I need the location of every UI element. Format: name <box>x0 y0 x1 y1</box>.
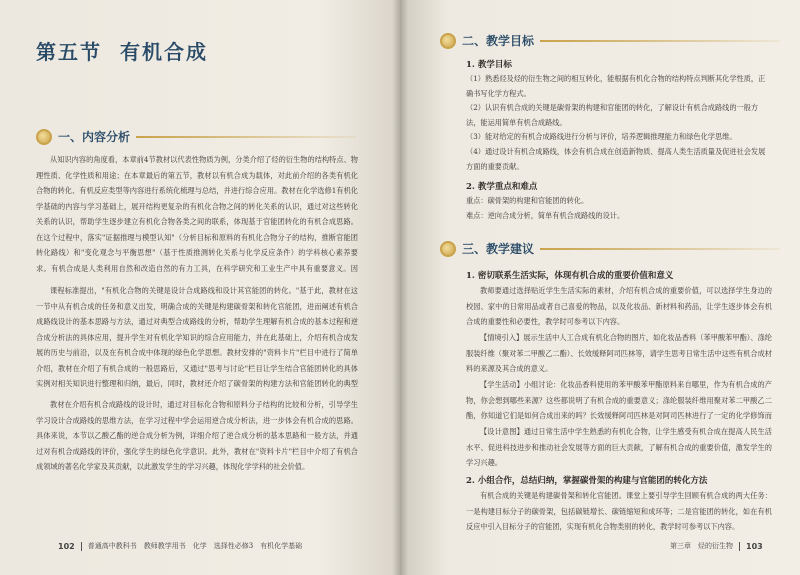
advice2-paragraph: 有机合成的关键是构建碳骨架和转化官能团。课堂上要引导学生回顾有机合成的两大任务：一是构建目标分子的碳骨架，包括碳链增长、碳链缩短和成环等；二是官能团的转化，如在有机反应中引入目标分子的官能团，实现有机化合物类别的转化，教学时可参考以下内容。 <box>466 491 772 531</box>
chapter-number: 第五节 <box>36 40 102 64</box>
right-page <box>400 0 800 575</box>
section-bullet-icon <box>36 129 52 145</box>
right-footer <box>670 541 763 551</box>
advice1-paragraph: 【情境引入】展示生活中人工合成有机化合物的图片，如化妆品香料（苯甲酸苯甲酯）、涤纶服装纤维（聚对苯二甲酸乙二酯）、长效缓释阿司匹林等，请学生思考日常生活中这些有机合成材料的来源及其合成的意义。 <box>466 333 772 373</box>
book-gutter <box>392 0 408 575</box>
footer-book-title: 普通高中教科书 教师教学用书 化学 选择性必修3 有机化学基础 <box>87 542 303 550</box>
advice1-paragraph: 【设计意图】通过日常生活中学生熟悉的有机化合物，让学生感受有机合成在提高人民生活水平、促进科技进步和推动社会发展等方面的巨大贡献，了解有机合成的重要价值，激发学生的学习兴趣。 <box>466 427 772 467</box>
goal-item: （4）通过设计有机合成路线，体会有机合成在创造新物质、提高人类生活质量及促进社会发展方面的重要贡献。 <box>466 147 766 171</box>
advice1-paragraph: 教师要通过选择贴近学生生活实际的素材，介绍有机合成的重要价值，可以选择学生身边的校园、家中的日常用品或者自己喜爱的物品，以及化妆品、新材料和药品，让学生逐步体会有机合成的重要性和必要性，教学时可参考以下内容。 <box>466 286 772 326</box>
keypoint-item: 重点：碳骨架的构建和官能团的转化。 <box>466 196 589 205</box>
chapter-name: 有机合成 <box>120 40 208 64</box>
section-rule <box>540 248 780 250</box>
section-bullet-icon <box>440 33 456 49</box>
section-title: 一、内容分析 <box>58 130 131 144</box>
section-title: 三、教学建议 <box>462 242 535 256</box>
left-footer <box>58 541 302 551</box>
chapter-title <box>36 36 208 65</box>
footer-chapter: 第三章 烃的衍生物 <box>670 542 733 550</box>
advice2-heading: 2. 小组合作，总结归纳，掌握碳骨架的构建与官能团的转化方法 <box>466 476 708 486</box>
section-bullet-icon <box>440 241 456 257</box>
keypoint-item: 难点：逆向合成分析，简单有机合成路线的设计。 <box>466 211 625 220</box>
paragraph-2: 课程标准提出，"有机化合物的关键是设计合成路线和设计其官能团的转化。"基于此，教材在这一节中从有机合成的任务和意义出发，明确合成的关键是构建碳骨架和转化官能团，进而阐述有机合成路线设计的基本思路与方法，通过对典型合成路线的分析，帮助学生理解有机合成的基本过程和逆合成分析法的具体应用，提升学生对有机化学知识的综合应用能力，并在此基础上，介绍有机合成发展的历史与前沿，以及在有机合成中体现的绿色化学思想。教材安排的"资料卡片"栏目中进行了简单介绍，教材在介绍了有机合成的一般思路后，又通过"思考与讨论"栏目让学生结合官能团转化的具体实例对相关知识进行整理和归纳，最后，同时，教材还介绍了碳骨架的构建方法和官能团转化的典型 <box>36 286 358 388</box>
footer-divider <box>739 542 740 551</box>
paragraph-1: 从知识内容的角度看，本章前4节教材以代表性物质为例，分类介绍了烃的衍生物的结构特点、物理性质、化学性质和用途；在本章最后的第五节，教材以有机合成为载体，对此前介绍的各类有机化合物的转化、有机反应类型等内容进行系统化梳理与总结，并进行综合应用。教材在化学选修1有机化学基础的内容与学习基础上，展开结构更复杂的有机化合物之间的转化关系的认识，通过对这些转化关系的认识，帮助学生逐步建立有机化合物各类之间的联系，体现基于官能团转化的有机合成思路。在这个过程中，落实"证据推理与模型认知"（分析目标和原料的有机化合物分子的结构，推断官能团转化路线）和"变化观念与平衡思想"（基于性质推测转化关系与化学反应条件）的学科核心素养要求。有机合成是人类利用自然和改造自然的有力工具，在科学研究和工业生产中具有重要意义。因 <box>36 155 358 273</box>
goal-item: （3）能对给定的有机合成路线进行分析与评价，培养逻辑推理能力和绿色化学思维。 <box>466 132 737 141</box>
advice1-heading: 1. 密切联系生活实际，体现有机合成的重要价值和意义 <box>466 271 674 281</box>
footer-divider <box>81 542 82 551</box>
goals-heading: 1. 教学目标 <box>466 60 512 70</box>
section-heading-teaching-goals <box>440 32 780 49</box>
goal-item: （1）熟悉烃及烃的衍生物之间的相互转化，能根据有机化合物的结构特点判断其化学性质，正确书写化学方程式。 <box>466 74 766 98</box>
advice1-paragraph: 【学生活动】小组讨论：化妆品香料使用的苯甲酸苯甲酯原料来自哪里，作为有机合成的产物，你会想到哪些来源？这些都说明了有机合成的重要意义；涤纶服装纤维用聚对苯二甲酸乙二酯，你知道它们是如何合成出来的吗？长效缓释阿司匹林是对阿司匹林进行了一定的化学修饰而 <box>466 380 772 420</box>
section-rule <box>540 40 780 42</box>
section-rule <box>136 136 356 138</box>
section-heading-content-analysis <box>36 128 356 145</box>
goal-item: （2）认识有机合成的关键是碳骨架的构建和官能团的转化，了解设计有机合成路线的一般方法，能运用简单有机合成路线。 <box>466 103 759 127</box>
page-number: 102 <box>58 541 75 551</box>
section-title: 二、教学目标 <box>462 34 535 48</box>
page-number: 103 <box>746 541 763 551</box>
paragraph-3: 教材在介绍有机合成路线的设计时，通过对目标化合物和原料分子结构的比较和分析，引导学生学习设计合成路线的思维方法，在学习过程中学会运用逆合成分析法，进一步体会有机合成的思路。具体来说，本节以乙酸乙酯的逆合成分析为例，详细介绍了逆合成分析的基本思路和一般方法，并通过对有机合成路线的评价，强化学生的绿色化学意识。此外，教材在"资料卡片"栏目中介绍了有机合成领域的著名化学家及其贡献，以此激发学生的学习兴趣，体现化学学科的社会价值。 <box>36 400 358 471</box>
keypoints-heading: 2. 教学重点和难点 <box>466 182 538 192</box>
section-heading-teaching-advice <box>440 240 780 257</box>
